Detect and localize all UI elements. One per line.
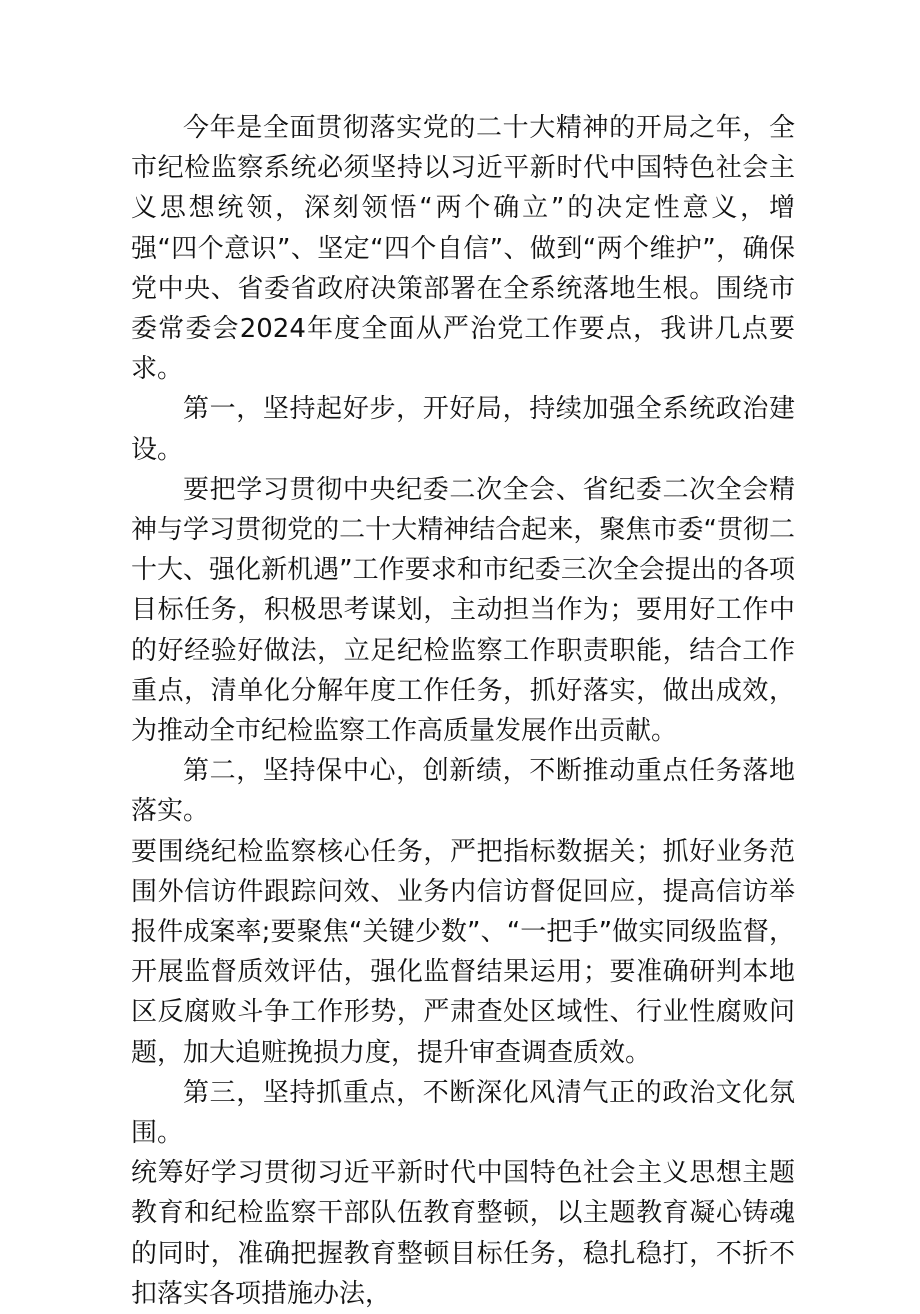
paragraph-heading-first: 第一，坚持起好步，开好局，持续加强全系统政治建设。 xyxy=(131,394,795,465)
paragraph-heading-third: 第三，坚持抓重点，不断深化风清气正的政治文化氛围。 xyxy=(131,1077,795,1149)
paragraph-first-body: 要把学习贯彻中央纪委二次全会、省纪委二次全会精神与学习贯彻党的二十大精神结合起来，聚焦市委“贯彻二十大、强化新机遇”工作要求和市纪委三次全会提出的各项目标任务，积极思考谋划，主动担当作为；要用好工作中的好经验好做法，立足纪检监察工作职责职能，结合工作重点，清单化分解年度工作任务，抓好落实，做出成效，为推动全市纪检监察工作高质量发展作出贡献。 xyxy=(131,474,795,747)
paragraph-third-body: 统筹好学习贯彻习近平新时代中国特色社会主义思想主题教育和纪检监察干部队伍教育整顿，以主题教育凝心铸魂的同时，准确把握教育整顿目标任务，稳扎稳打，不折不扣落实各项措施办法， xyxy=(131,1158,795,1309)
document-body xyxy=(131,108,795,1314)
paragraph-heading-second: 第二，坚持保中心，创新绩，不断推动重点任务落地落实。 xyxy=(131,756,795,827)
paragraph-second-body: 要围绕纪检监察核心任务，严把指标数据关；抓好业务范围外信访件跟踪问效、业务内信访督促回应，提高信访举报件成案率;要聚焦“关键少数”、“一把手”做实同级监督，开展监督质效评估，强化监督结果运用；要准确研判本地区反腐败斗争工作形势，严肃查处区域性、行业性腐败问题，加大追赃挽损力度，提升审查调查质效。 xyxy=(131,836,795,1068)
paragraph-intro: 今年是全面贯彻落实党的二十大精神的开局之年，全市纪检监察系统必须坚持以习近平新时代中国特色社会主义思想统领，深刻领悟“两个确立”的决定性意义，增强“四个意识”、坚定“四个自信”、做到“两个维护”，确保党中央、省委省政府决策部署在全系统落地生根。围绕市委常委会2024年度全面从严治党工作要点，我讲几点要求。 xyxy=(131,113,795,385)
